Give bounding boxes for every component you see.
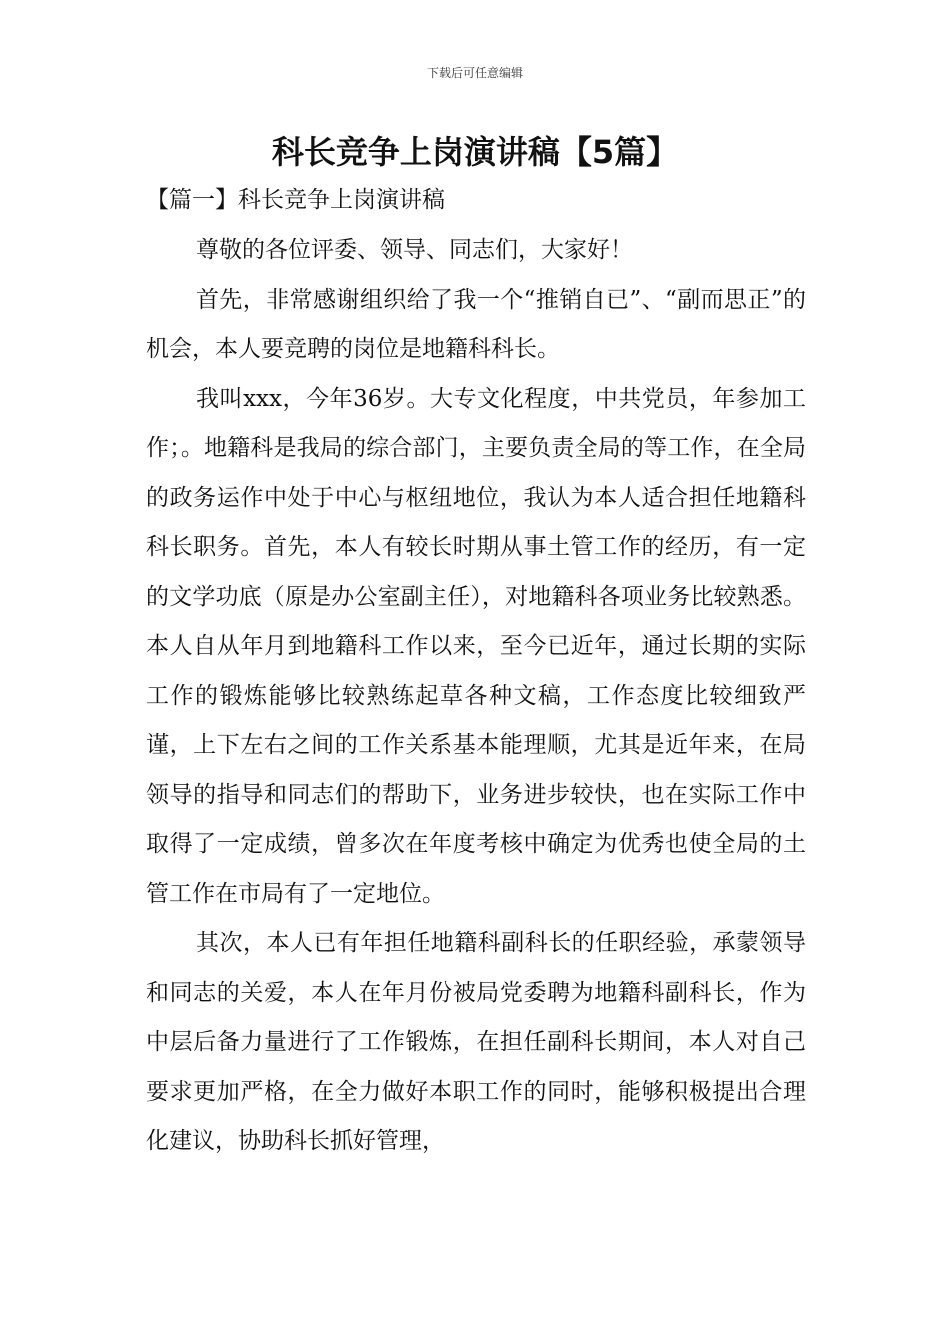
section-heading: 【篇一】科长竞争上岗演讲稿: [146, 187, 445, 213]
paragraph-intro: 首先，非常感谢组织给了我一个“推销自已”、“副而思正”的机会，本人要竞聘的岗位是地籍科科长。: [146, 286, 806, 362]
paragraph-experience: 其次，本人已有年担任地籍科副科长的任职经验，承蒙领导和同志的关爱，本人在年月份被局党委聘为地籍科副科长，作为中层后备力量进行了工作锻炼，在担任副科长期间，本人对自己要求更加严格，在全力做好本职工作的同时，能够积极提出合理化建议，协助科长抓好管理，: [146, 930, 806, 1154]
header-note: 下载后可任意编辑: [426, 66, 523, 80]
paragraph-self-introduction: 我叫xxx，今年36岁。大专文化程度，中共党员，年参加工作；。地籍科是我局的综合部门，主要负责全局的等工作，在全局的政务运作中处于中心与枢纽地位，我认为本人适合担任地籍科科长职务。首先，本人有较长时期从事土管工作的经历，有一定的文学功底（原是办公室副主任），对地籍科各项业务比较熟悉。本人自从年月到地籍科工作以来，至今已近年，通过长期的实际工作的锻炼能够比较熟练起草各种文稿，工作态度比较细致严谨，上下左右之间的工作关系基本能理顺，尤其是近年来，在局领导的指导和同志们的帮助下，业务进步较快，也在实际工作中取得了一定成绩，曾多次在年度考核中确定为优秀也使全局的土管工作在市局有了一定地位。: [146, 385, 806, 907]
body-text: [146, 226, 806, 1167]
paragraph-greeting: 尊敬的各位评委、领导、同志们，大家好！: [196, 237, 633, 263]
document-title: 科长竞争上岗演讲稿【5篇】: [271, 133, 679, 171]
